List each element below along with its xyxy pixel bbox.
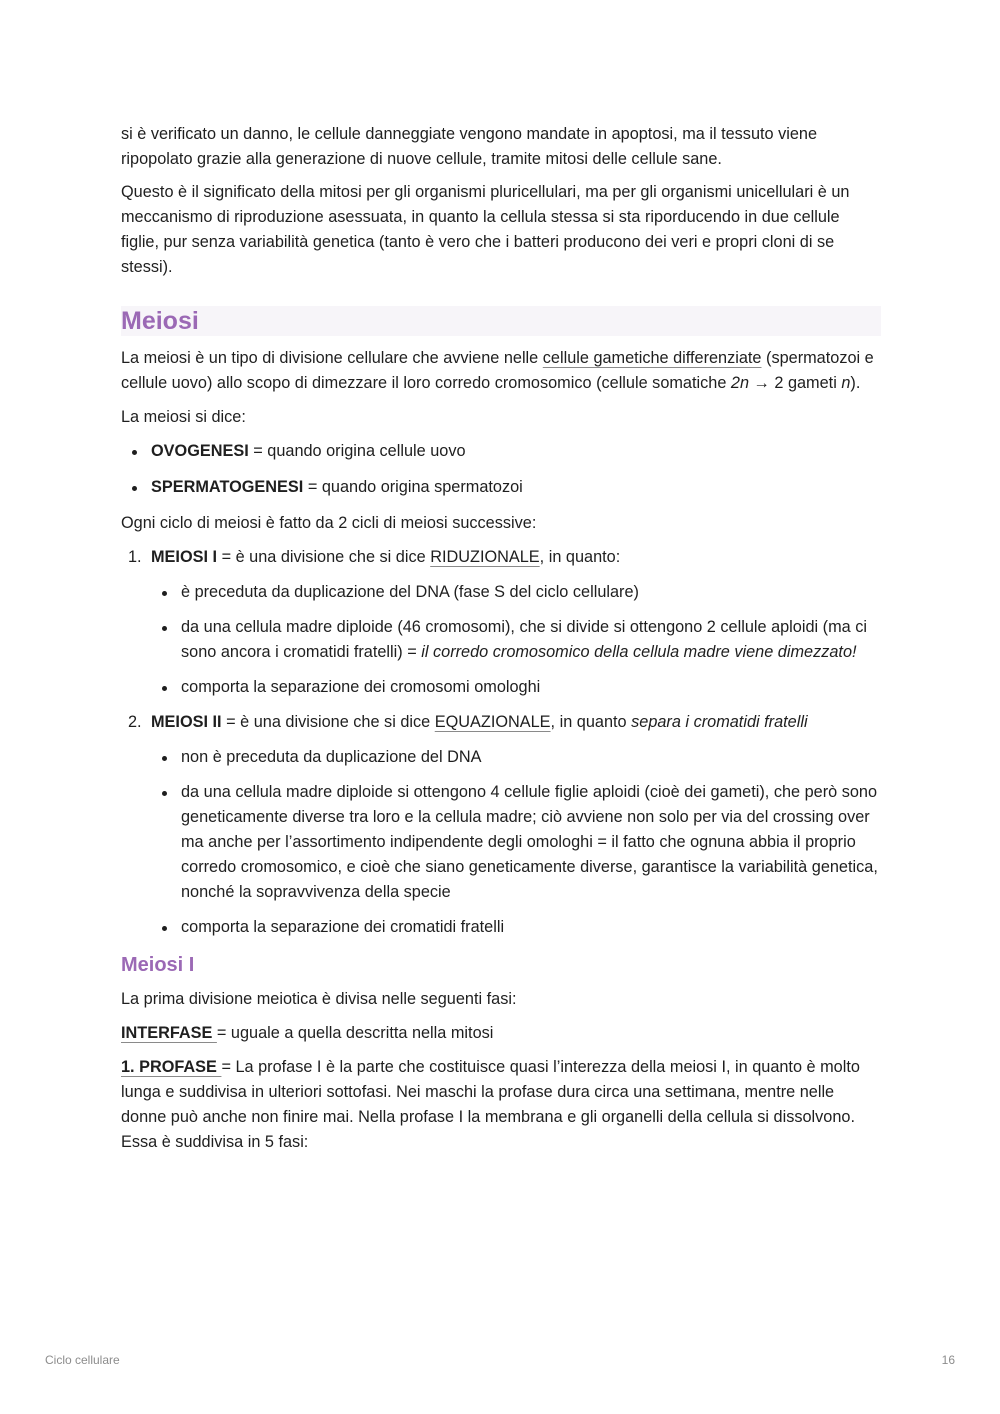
paragraph: La meiosi si dice: [121,408,246,426]
list-item: comporta la separazione dei cromatidi fratelli [151,915,881,940]
link-interfase[interactable]: INTERFASE [121,1024,217,1042]
document-page [121,122,881,1155]
types-list [121,439,881,500]
link-cellule-gametiche[interactable]: cellule gametiche differenziate [542,349,762,367]
sub-list [151,745,881,940]
sub-list [151,580,881,700]
list-item: è preceduta da duplicazione del DNA (fase S del ciclo cellulare) [151,580,881,605]
list-item: non è preceduta da duplicazione del DNA [151,745,881,770]
list-item: da una cellula madre diploide si ottengono 4 cellule figlie aploidi (cioè dei gameti), che però sono geneticamente diverse tra loro e la cellula madre; ciò avviene non solo per via del crossing over ma anche per l’assortimento indipendente degli omologhi = il fatto che ognuna abbia il proprio corredo cromosomico, e cioè che siano geneticamente diverse, garantisce la variabilità genetica, nonché la sopravvivenza della specie [151,780,881,905]
link-equazionale[interactable]: EQUAZIONALE [434,713,551,731]
paragraph: Ogni ciclo di meiosi è fatto da 2 cicli di meiosi successive: [121,514,537,532]
meiosi-definition: La meiosi è un tipo di divisione cellulare che avviene nelle cellule gametiche differenziate (spermatozoi e cellule uovo) allo scopo di dimezzare il loro corredo cromosomico (cellule somatiche 2n → 2 gameti n). [121,349,874,392]
interfase-paragraph: INTERFASE = uguale a quella descritta nella mitosi [121,1024,494,1042]
list-item: da una cellula madre diploide (46 cromosomi), che si divide si ottengono 2 cellule aploidi (ma ci sono ancora i cromatidi fratelli) = il corredo cromosomico della cellula madre viene dimezzato! [151,615,881,665]
heading-meiosi: Meiosi [121,306,881,336]
footer-title: Ciclo cellulare [45,1353,120,1367]
paragraph: Questo è il significato della mitosi per gli organismi pluricellulari, ma per gli organismi unicellulari è un meccanismo di riproduzione asessuata, in quanto la cellula stessa si sta riporducendo in due cellule figlie, pur senza variabilità genetica (tanto è vero che i batteri producono dei veri e propri cloni di se stessi). [121,183,850,276]
page-number: 16 [941,1353,955,1367]
list-item: comporta la separazione dei cromosomi omologhi [151,675,881,700]
list-item: OVOGENESI = quando origina cellule uovo [121,439,881,464]
profase-paragraph: 1. PROFASE = La profase I è la parte che costituisce quasi l’interezza della meiosi I, in quanto è molto lunga e suddivisa in ulteriori sottofasi. Nei maschi la profase dura circa una settimana, mentre nelle donne può anche non finire mai. Nella profase I la membrana e gli organelli della cellula si dissolvono. Essa è suddivisa in 5 fasi: [121,1058,860,1151]
list-item-meiosi-1: 1. MEIOSI I = è una divisione che si dice RIDUZIONALE, in quanto: è preceduta da duplicazione del DNA (fase S del ciclo cellulare) da una cellula madre diploide (46 cromosomi), che si divide si ottengono 2 cellule aploidi (ma ci sono ancora i cromatidi fratelli) = il corredo cromosomico della cellula madre viene dimezzato! comporta la separazione dei cromosomi omologhi [121,545,881,700]
heading-meiosi-1: Meiosi I [121,954,195,976]
list-item-meiosi-2: 2. MEIOSI II = è una divisione che si dice EQUAZIONALE, in quanto separa i cromatidi fratelli non è preceduta da duplicazione del DNA da una cellula madre diploide si ottengono 4 cellule figlie aploidi (cioè dei gameti), che però sono geneticamente diverse tra loro e la cellula madre; ciò avviene non solo per via del crossing over ma anche per l’assortimento indipendente degli omologhi = il fatto che ognuna abbia il proprio corredo cromosomico, e cioè che siano geneticamente diverse, garantisce la variabilità genetica, nonché la sopravvivenza della specie comporta la separazione dei cromatidi fratelli [121,710,881,940]
paragraph: si è verificato un danno, le cellule danneggiate vengono mandate in apoptosi, ma il tessuto viene ripopolato grazie alla generazione di nuove cellule, tramite mitosi delle cellule sane. [121,125,818,168]
list-item: SPERMATOGENESI = quando origina spermatozoi [121,475,881,500]
link-riduzionale[interactable]: RIDUZIONALE [430,548,540,566]
steps-list [121,545,881,940]
paragraph: La prima divisione meiotica è divisa nelle seguenti fasi: [121,990,517,1008]
link-profase[interactable]: 1. PROFASE [121,1058,222,1076]
